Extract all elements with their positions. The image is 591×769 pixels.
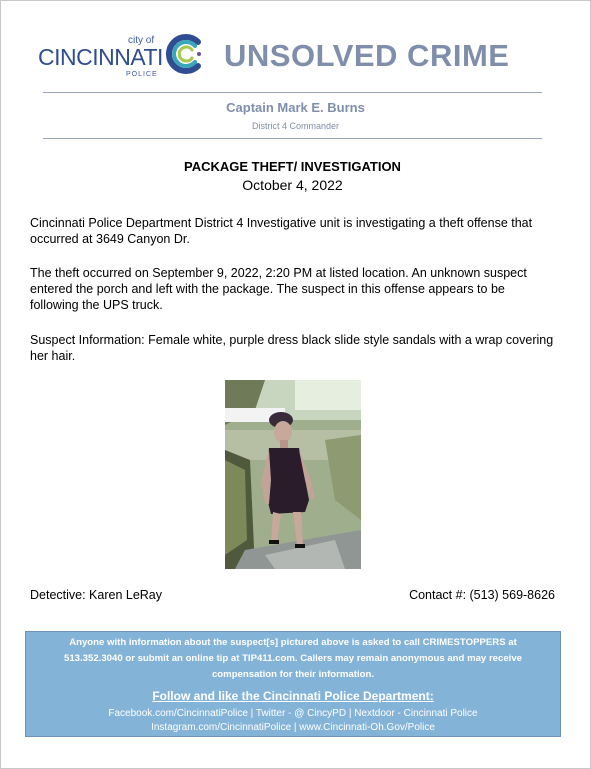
c-logo-icon [162,32,206,76]
case-date: October 4, 2022 [242,177,343,193]
social-links-2[interactable]: Instagram.com/CincinnatiPolice | www.Cincinnati-Oh.Gov/Police [151,722,435,733]
suspect-photo [225,380,361,569]
logo-city-of: city of [128,35,155,46]
district-commander: District 4 Commander [251,121,340,131]
tip-line-1: Anyone with information about the suspect[s] pictured above is asked to call CRIMESTOPPERS at [69,637,517,648]
intro-line-2: occurred at 3649 Canyon Dr. [30,232,190,246]
suspect-line-2: her hair. [30,349,76,363]
header-rule-bottom [43,138,542,139]
case-heading: PACKAGE THEFT/ INVESTIGATION [184,159,401,174]
suspect-line-1: Suspect Information: Female white, purple dress black slide style sandals with a wrap covering [30,333,554,347]
paragraph-theft [30,265,560,313]
theft-line-2: entered the porch and left with the package. The suspect in this offense appears to be [30,282,505,296]
paragraph-suspect [30,332,560,364]
social-links-1[interactable]: Facebook.com/CincinnatiPolice | Twitter - @ CincyPD | Nextdoor - Cincinnati Police [108,708,478,719]
crimestoppers-tip-box [25,631,561,737]
contact-number: Contact #: (513) 569-8626 [409,588,555,602]
header-rule-top [43,92,542,93]
intro-line-1: Cincinnati Police Department District 4 Investigative unit is investigating a theft offense that [30,216,533,230]
page-title: UNSOLVED CRIME [224,38,510,73]
paragraph-intro [30,215,560,247]
theft-line-1: The theft occurred on September 9, 2022, 2:20 PM at listed location. An unknown suspect [30,266,527,280]
logo-police: POLICE [126,71,158,78]
tip-line-2: 513.352.3040 or submit an online tip at TIP411.com. Callers may remain anonymous and may receive [63,653,523,664]
detective-name: Detective: Karen LeRay [30,588,163,602]
logo-city-name: CINCINNATI [38,44,163,70]
captain-name: Captain Mark E. Burns [226,100,365,115]
follow-heading[interactable]: Follow and like the Cincinnati Police Department: [152,689,434,703]
theft-line-3: following the UPS truck. [30,298,163,312]
tip-message [36,635,550,683]
tip-line-3: compensation for their information. [211,669,375,680]
cincinnati-police-logo [38,30,208,82]
